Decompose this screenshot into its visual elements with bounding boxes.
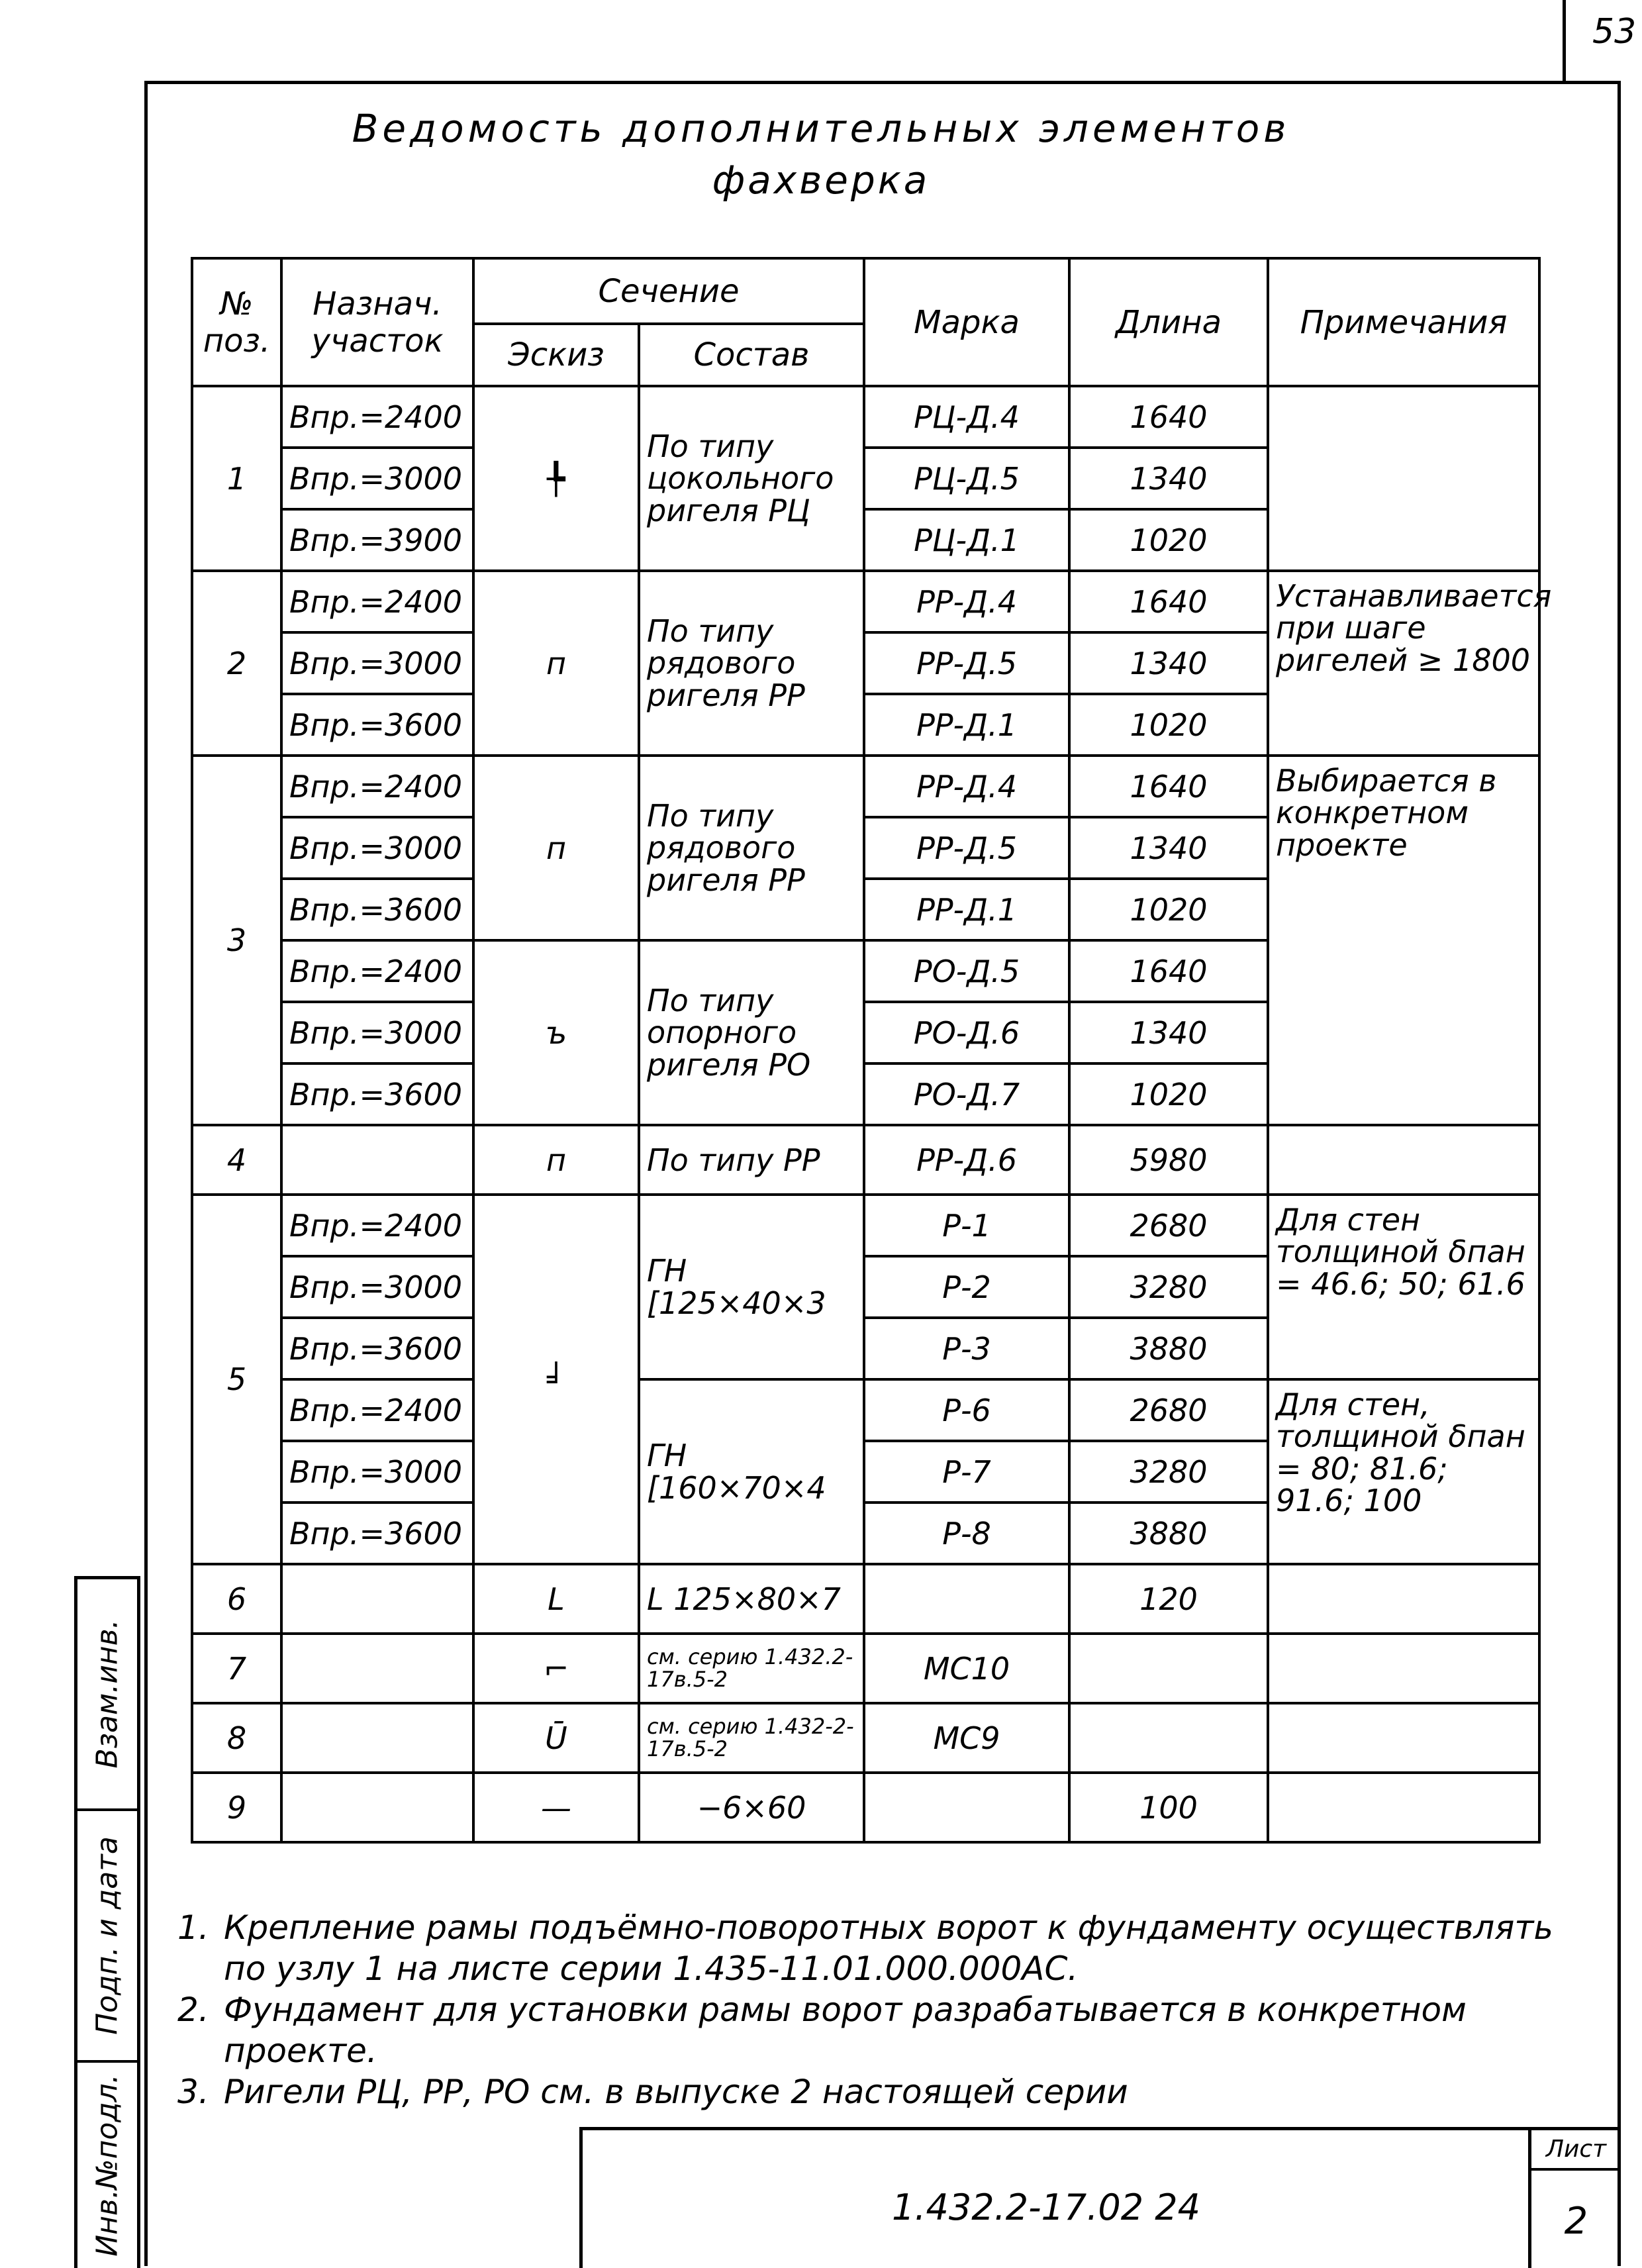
purpose-cell: Впр.=3600	[281, 1503, 473, 1564]
pos-cell: 9	[192, 1773, 281, 1842]
side-label-replacement: Взам.инв.	[90, 1619, 124, 1769]
note-cell	[1268, 1125, 1539, 1195]
length-cell: 1340	[1069, 1002, 1268, 1063]
table-row	[192, 1703, 1539, 1773]
length-cell: 1020	[1069, 879, 1268, 940]
table-row	[192, 571, 1539, 632]
purpose-cell: Впр.=3600	[281, 1318, 473, 1379]
pos-cell: 7	[192, 1634, 281, 1703]
mark-cell: Р-7	[864, 1441, 1069, 1503]
purpose-cell: Впр.=2400	[281, 756, 473, 817]
sheet-label: Лист	[1531, 2136, 1621, 2171]
length-cell	[1069, 1634, 1268, 1703]
mark-cell: Р-6	[864, 1379, 1069, 1441]
document-subtitle: фахверка	[712, 158, 930, 203]
header-purpose: Назнач. участок	[281, 258, 473, 386]
purpose-cell	[281, 1703, 473, 1773]
length-cell: 1640	[1069, 756, 1268, 817]
mark-cell	[864, 1773, 1069, 1842]
pos-cell: 1	[192, 386, 281, 571]
length-cell: 100	[1069, 1773, 1268, 1842]
length-cell: 120	[1069, 1564, 1268, 1634]
length-cell: 1020	[1069, 1063, 1268, 1125]
note-cell: Устанавливается при шаге ригелей ≥ 1800	[1268, 571, 1539, 756]
mark-cell: РР-Д.5	[864, 632, 1069, 694]
purpose-cell	[281, 1773, 473, 1842]
length-cell: 1020	[1069, 509, 1268, 571]
note-number: 1.	[177, 1908, 209, 1947]
purpose-cell: Впр.=3000	[281, 1256, 473, 1318]
purpose-cell: Впр.=3900	[281, 509, 473, 571]
table-row	[192, 1379, 1539, 1441]
composition-cell: см. серию 1.432-2-17в.5-2	[639, 1703, 864, 1773]
page-number: 53	[1592, 12, 1637, 52]
sketch-tee-icon: ╄	[473, 386, 639, 571]
header-mark: Марка	[864, 258, 1069, 386]
pos-cell: 5	[192, 1195, 281, 1564]
note-cell	[1268, 1773, 1539, 1842]
purpose-cell	[281, 1564, 473, 1634]
table-header-row	[192, 258, 1539, 324]
purpose-cell: Впр.=2400	[281, 1379, 473, 1441]
header-notes: Примечания	[1268, 258, 1539, 386]
sketch-channel-icon: п	[473, 571, 639, 756]
purpose-cell: Впр.=2400	[281, 386, 473, 448]
title-block	[579, 2127, 1621, 2268]
mark-cell: РЦ-Д.4	[864, 386, 1069, 448]
note-number: 3.	[177, 2073, 209, 2111]
pos-cell: 6	[192, 1564, 281, 1634]
table-row	[192, 1564, 1539, 1634]
purpose-cell: Впр.=2400	[281, 940, 473, 1002]
elements-table	[191, 257, 1552, 1844]
length-cell: 1640	[1069, 940, 1268, 1002]
length-cell: 1640	[1069, 571, 1268, 632]
mark-cell	[864, 1564, 1069, 1634]
length-cell: 3880	[1069, 1318, 1268, 1379]
composition-cell: ГН [160×70×4	[639, 1379, 864, 1564]
composition-cell: ГН [125×40×3	[639, 1195, 864, 1379]
header-sketch: Эскиз	[473, 324, 639, 386]
pos-cell: 3	[192, 756, 281, 1125]
note-item	[177, 1989, 1601, 2071]
pos-cell: 4	[192, 1125, 281, 1195]
mark-cell: Р-3	[864, 1318, 1069, 1379]
side-label-inventory: Инв.№подл.	[90, 2074, 124, 2257]
note-cell: Для стен толщиной δпан = 46.6; 50; 61.6	[1268, 1195, 1539, 1379]
composition-cell: По типу цокольного ригеля РЦ	[639, 386, 864, 571]
note-cell: Для стен, толщиной δпан = 80; 81.6; 91.6; 100	[1268, 1379, 1539, 1564]
side-approval-strip	[74, 1576, 140, 2268]
length-cell: 1340	[1069, 632, 1268, 694]
composition-cell: см. серию 1.432.2-17в.5-2	[639, 1634, 864, 1703]
mark-cell: МС10	[864, 1634, 1069, 1703]
length-cell: 1020	[1069, 694, 1268, 756]
sketch-channel-icon: п	[473, 1125, 639, 1195]
purpose-cell: Впр.=3000	[281, 1002, 473, 1063]
sheet-number: 2	[1564, 2200, 1588, 2243]
length-cell: 3280	[1069, 1441, 1268, 1503]
mark-cell: РО-Д.5	[864, 940, 1069, 1002]
sheet-number-box	[1528, 2130, 1621, 2268]
purpose-cell: Впр.=2400	[281, 571, 473, 632]
purpose-cell: Впр.=3000	[281, 632, 473, 694]
table-row	[192, 1634, 1539, 1703]
note-text: Ригели РЦ, РР, РО см. в выпуске 2 настоящей серии	[224, 2073, 1128, 2111]
notes-list	[177, 1907, 1601, 2112]
note-cell: Выбирается в конкретном проекте	[1268, 756, 1539, 1125]
length-cell: 3880	[1069, 1503, 1268, 1564]
table-row	[192, 1773, 1539, 1842]
mark-cell: РР-Д.5	[864, 817, 1069, 879]
header-pos: № поз.	[192, 258, 281, 386]
composition-cell: −6×60	[639, 1773, 864, 1842]
sketch-support-icon: ъ	[473, 940, 639, 1125]
length-cell: 1640	[1069, 386, 1268, 448]
purpose-cell: Впр.=3600	[281, 879, 473, 940]
note-cell	[1268, 1703, 1539, 1773]
composition-cell: По типу РР	[639, 1125, 864, 1195]
note-cell	[1268, 1564, 1539, 1634]
purpose-cell: Впр.=3600	[281, 694, 473, 756]
note-item	[177, 2071, 1601, 2112]
note-cell	[1268, 1634, 1539, 1703]
mark-cell: РР-Д.1	[864, 694, 1069, 756]
purpose-cell: Впр.=3600	[281, 1063, 473, 1125]
note-text: Крепление рамы подъёмно-поворотных ворот к фундаменту осуществлять по узлу 1 на листе серии 1.435-11.01.000.000АС.	[224, 1908, 1553, 1988]
mark-cell: РР-Д.1	[864, 879, 1069, 940]
pos-cell: 2	[192, 571, 281, 756]
table-row	[192, 386, 1539, 448]
mark-cell: РР-Д.4	[864, 571, 1069, 632]
mark-cell: Р-2	[864, 1256, 1069, 1318]
length-cell: 2680	[1069, 1379, 1268, 1441]
mark-cell: Р-1	[864, 1195, 1069, 1256]
note-item	[177, 1907, 1601, 1989]
side-cell-inventory	[77, 2063, 137, 2268]
mark-cell: РР-Д.4	[864, 756, 1069, 817]
purpose-cell: Впр.=3000	[281, 817, 473, 879]
length-cell: 5980	[1069, 1125, 1268, 1195]
composition-cell: По типу опорного ригеля РО	[639, 940, 864, 1125]
header-composition: Состав	[639, 324, 864, 386]
note-cell	[1268, 386, 1539, 571]
composition-cell: По типу рядового ригеля РР	[639, 756, 864, 940]
pos-cell: 8	[192, 1703, 281, 1773]
mark-cell: РО-Д.6	[864, 1002, 1069, 1063]
table-row	[192, 1125, 1539, 1195]
purpose-cell	[281, 1125, 473, 1195]
header-cross-section: Сечение	[473, 258, 864, 324]
document-title: Ведомость дополнительных элементов	[352, 106, 1290, 151]
sketch-angle-icon: ╛	[473, 1195, 639, 1564]
length-cell: 1340	[1069, 817, 1268, 879]
mark-cell: РО-Д.7	[864, 1063, 1069, 1125]
side-cell-replacement	[77, 1579, 137, 1811]
header-length: Длина	[1069, 258, 1268, 386]
mark-cell: РР-Д.6	[864, 1125, 1069, 1195]
mark-cell: РЦ-Д.1	[864, 509, 1069, 571]
composition-cell: L 125×80×7	[639, 1564, 864, 1634]
purpose-cell: Впр.=3000	[281, 1441, 473, 1503]
table-row	[192, 756, 1539, 817]
length-cell: 1340	[1069, 448, 1268, 509]
purpose-cell: Впр.=2400	[281, 1195, 473, 1256]
sketch-strip-icon: —	[473, 1773, 639, 1842]
mark-cell: МС9	[864, 1703, 1069, 1773]
mark-cell: РЦ-Д.5	[864, 448, 1069, 509]
side-cell-signature	[77, 1811, 137, 2063]
sketch-channel-icon: п	[473, 756, 639, 940]
sketch-clip-icon: Ū	[473, 1703, 639, 1773]
note-text: Фундамент для установки рамы ворот разрабатывается в конкретном проекте.	[224, 1991, 1467, 2070]
table-row	[192, 1195, 1539, 1256]
composition-cell: По типу рядового ригеля РР	[639, 571, 864, 756]
sketch-bracket-icon: ⌐	[473, 1634, 639, 1703]
purpose-cell: Впр.=3000	[281, 448, 473, 509]
document-code: 1.432.2-17.02 24	[891, 2187, 1201, 2228]
purpose-cell	[281, 1634, 473, 1703]
sketch-l-angle-icon: L	[473, 1564, 639, 1634]
note-number: 2.	[177, 1991, 209, 2029]
length-cell: 3280	[1069, 1256, 1268, 1318]
mark-cell: Р-8	[864, 1503, 1069, 1564]
length-cell: 2680	[1069, 1195, 1268, 1256]
length-cell	[1069, 1703, 1268, 1773]
side-label-signature: Подп. и дата	[90, 1836, 124, 2035]
